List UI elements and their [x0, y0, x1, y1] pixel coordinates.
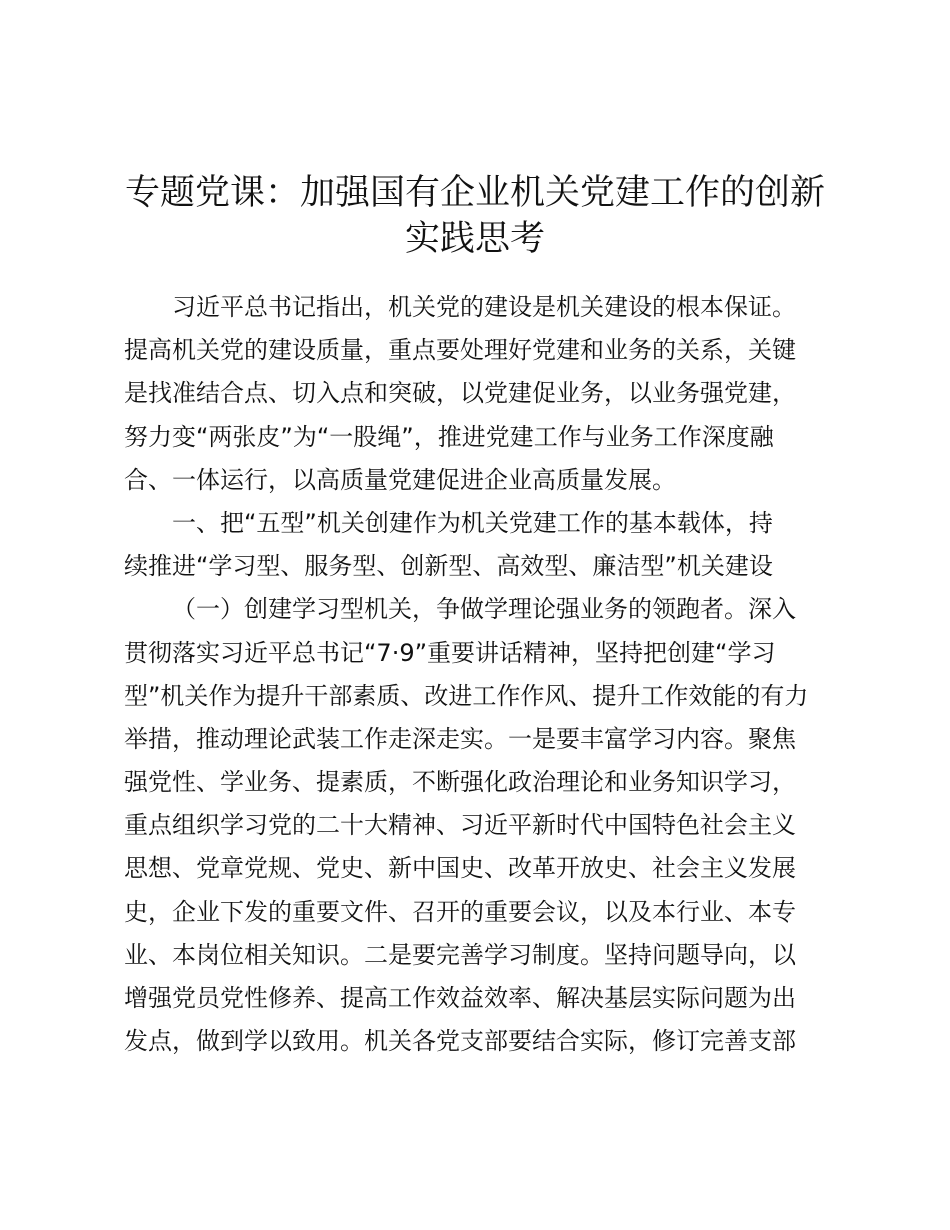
- text-line: 合、一体运行，以高质量党建促进企业高质量发展。: [124, 465, 676, 494]
- text-line: 业、本岗位相关知识。二是要完善学习制度。坚持问题导向，以: [124, 940, 796, 969]
- text-line: 型”机关作为提升干部素质、改进工作作风、提升工作效能的有力: [124, 681, 809, 710]
- text-line: 史，企业下发的重要文件、召开的重要会议，以及本行业、本专: [124, 897, 796, 926]
- text-line: 举措，推动理论武装工作走深走实。一是要丰富学习内容。聚焦: [124, 724, 796, 753]
- text-line: 贯彻落实习近平总书记“7·9”重要讲话精神，坚持把创建“学习: [124, 638, 776, 667]
- text-line: 续推进“学习型、服务型、创新型、高效型、廉洁型”机关建设: [124, 552, 773, 581]
- document-title: [60, 170, 890, 262]
- text-line: 重点组织学习党的二十大精神、习近平新时代中国特色社会主义: [124, 811, 796, 840]
- document-body: [124, 286, 844, 1063]
- text-line: 一、把“五型”机关创建作为机关党建工作的基本载体，持: [172, 508, 773, 537]
- text-line: 习近平总书记指出，机关党的建设是机关建设的根本保证。: [172, 293, 796, 321]
- title-line-1: 专题党课：加强国有企业机关党建工作的创新: [124, 173, 825, 213]
- text-line: 增强党员党性修养、提高工作效益效率、解决基层实际问题为出: [124, 984, 796, 1012]
- text-line: 强党性、学业务、提素质，不断强化政治理论和业务知识学习，: [124, 768, 796, 797]
- text-line: 提高机关党的建设质量，重点要处理好党建和业务的关系，关键: [124, 336, 796, 365]
- text-line: 努力变“两张皮”为“一股绳”，推进党建工作与业务工作深度融: [124, 422, 774, 451]
- text-line: （一）创建学习型机关，争做学理论强业务的领跑者。深入: [172, 595, 796, 624]
- text-line: 思想、党章党规、党史、新中国史、改革开放史、社会主义发展: [124, 854, 796, 883]
- text-line: 是找准结合点、切入点和突破，以党建促业务，以业务强党建，: [124, 379, 796, 408]
- text-line: 发点，做到学以致用。机关各党支部要结合实际，修订完善支部: [124, 1027, 796, 1056]
- title-line-2: 实践思考: [404, 219, 545, 259]
